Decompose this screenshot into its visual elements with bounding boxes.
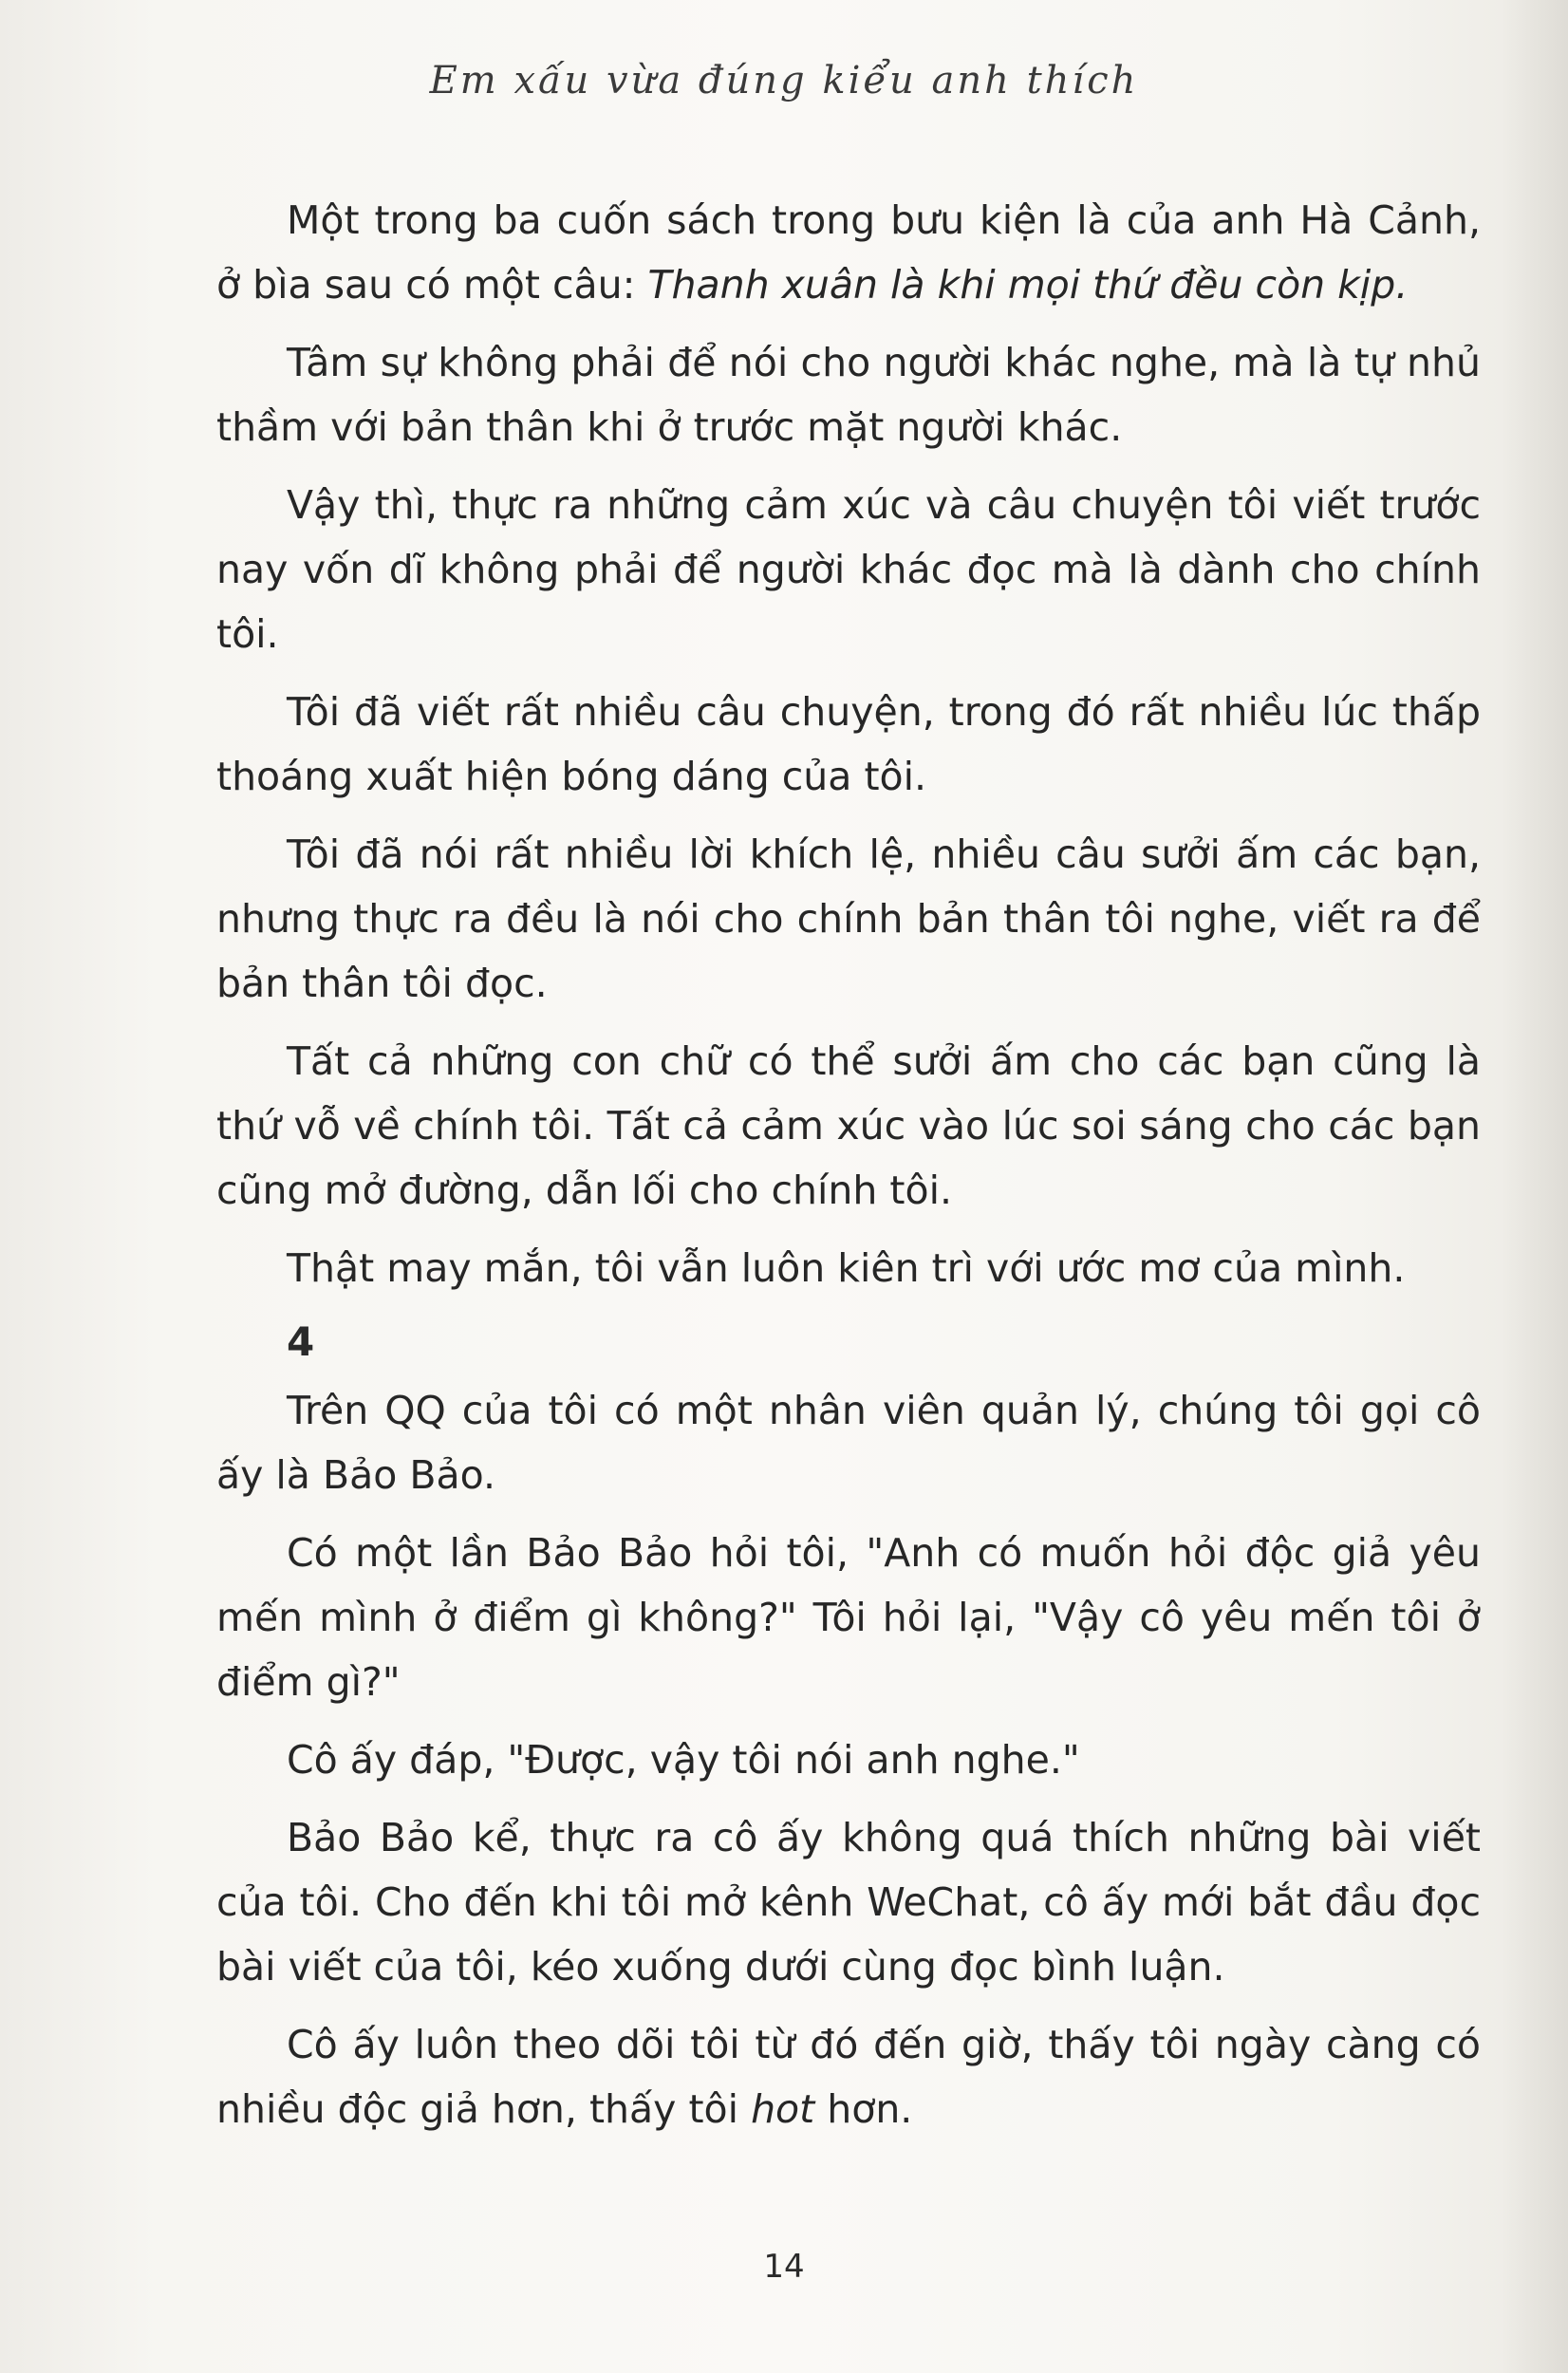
paragraph bbox=[216, 188, 1481, 317]
paragraph: Tôi đã nói rất nhiều lời khích lệ, nhiều câu sưởi ấm các bạn, nhưng thực ra đều là nói cho chính bản thân tôi nghe, viết ra để bản thân tôi đọc. bbox=[216, 831, 1481, 1006]
section-number: 4 bbox=[287, 1318, 315, 1365]
page-number: 14 bbox=[763, 2248, 805, 2286]
paragraph-text: Một trong ba cuốn sách trong bưu kiện là của anh Hà Cảnh, ở bìa sau có một câu: bbox=[216, 197, 1481, 308]
paragraph: Bảo Bảo kể, thực ra cô ấy không quá thích những bài viết của tôi. Cho đến khi tôi mở kênh WeChat, cô ấy mới bắt đầu đọc bài viết của tôi, kéo xuống dưới cùng đọc bình luận. bbox=[216, 1815, 1481, 1990]
page-edge-shadow bbox=[1502, 0, 1568, 2373]
quote-italic: Thanh xuân là khi mọi thứ đều còn kịp. bbox=[647, 262, 1409, 308]
paragraph: Tôi đã viết rất nhiều câu chuyện, trong đó rất nhiều lúc thấp thoáng xuất hiện bóng dáng của tôi. bbox=[216, 689, 1481, 799]
paragraph bbox=[216, 2012, 1481, 2141]
paragraph: Thật may mắn, tôi vẫn luôn kiên trì với ước mơ của mình. bbox=[287, 1245, 1406, 1291]
paragraph: Trên QQ của tôi có một nhân viên quản lý, chúng tôi gọi cô ấy là Bảo Bảo. bbox=[216, 1388, 1481, 1498]
paragraph-text: Cô ấy luôn theo dõi tôi từ đó đến giờ, thấy tôi ngày càng có nhiều độc giả hơn, thấy tôi bbox=[216, 2022, 1481, 2132]
paragraph: Có một lần Bảo Bảo hỏi tôi, "Anh có muốn hỏi độc giả yêu mến mình ở điểm gì không?" Tôi hỏi lại, "Vậy cô yêu mến tôi ở điểm gì?" bbox=[216, 1530, 1481, 1705]
body-text bbox=[216, 188, 1481, 2155]
italic-word: hot bbox=[751, 2086, 815, 2132]
paragraph: Vậy thì, thực ra những cảm xúc và câu chuyện tôi viết trước nay vốn dĩ không phải để người khác đọc mà là dành cho chính tôi. bbox=[216, 482, 1481, 657]
running-header: Em xấu vừa đúng kiểu anh thích bbox=[429, 59, 1139, 103]
paragraph: Cô ấy đáp, "Được, vậy tôi nói anh nghe." bbox=[287, 1737, 1080, 1783]
paragraph-text: hơn. bbox=[814, 2086, 913, 2132]
paragraph: Tâm sự không phải để nói cho người khác nghe, mà là tự nhủ thầm với bản thân khi ở trước mặt người khác. bbox=[216, 340, 1481, 450]
paragraph: Tất cả những con chữ có thể sưởi ấm cho các bạn cũng là thứ vỗ về chính tôi. Tất cả cảm xúc vào lúc soi sáng cho các bạn cũng mở đường, dẫn lối cho chính tôi. bbox=[216, 1038, 1481, 1213]
